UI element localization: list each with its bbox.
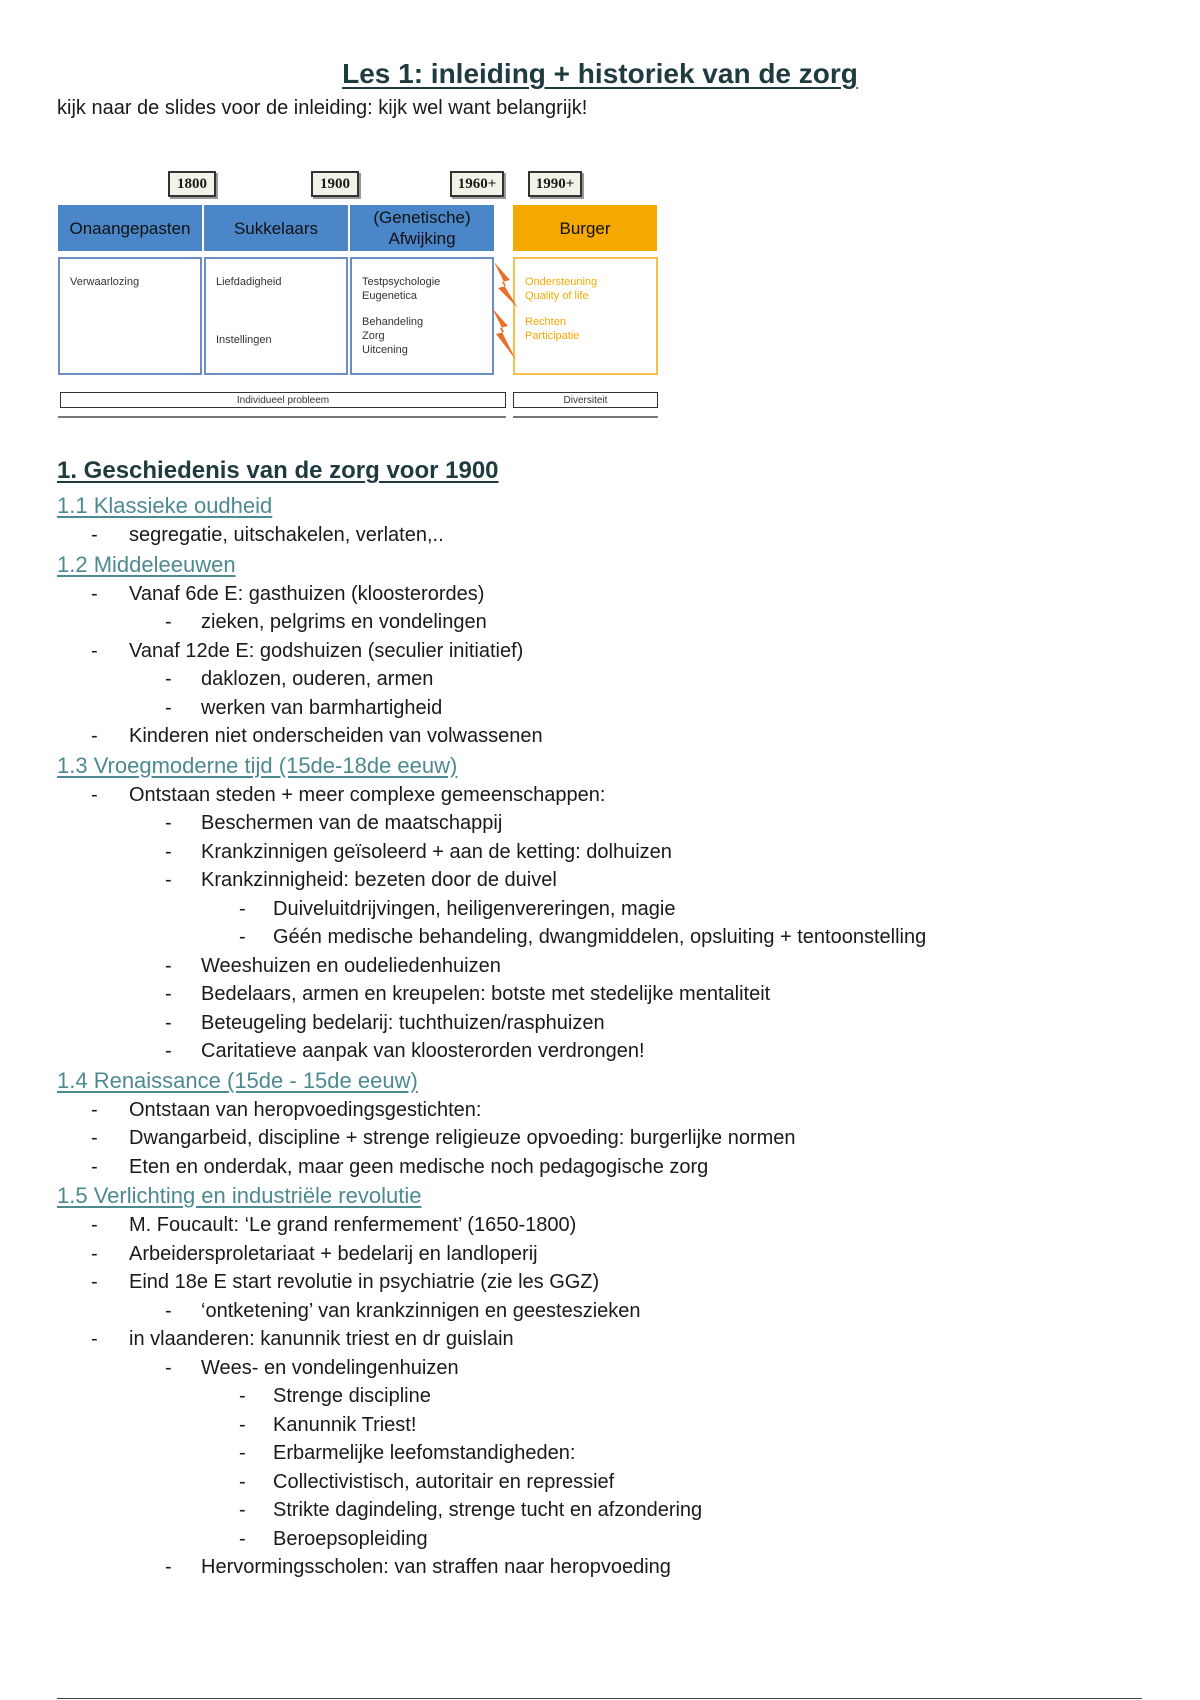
box-text: Testpsychologie [362, 276, 441, 288]
box-text: Participatie [525, 330, 580, 342]
list-item: - Dwangarbeid, discipline + strenge religieuze opvoeding: burgerlijke normen [57, 1124, 1157, 1153]
list-item: - segregatie, uitschakelen, verlaten,.. [57, 521, 1157, 550]
box-text: Behandeling [362, 316, 424, 328]
box-text: Quality of life [525, 290, 589, 302]
list-item: - Krankzinnigen geïsoleerd + aan de ketting: dolhuizen [57, 838, 1157, 867]
year-label: 1960+ [450, 171, 504, 197]
list-item: - in vlaanderen: kanunnik triest en dr guislain [57, 1325, 1157, 1354]
list-item: - Strenge discipline [57, 1382, 1157, 1411]
era-box [513, 257, 658, 375]
list-item: - Duiveluitdrijvingen, heiligenvereringen, magie [57, 895, 1157, 924]
subsection-heading: 1.2 Middeleeuwen [57, 551, 236, 577]
list-item: - Ontstaan van heropvoedingsgestichten: [57, 1096, 1157, 1125]
era-box [350, 257, 494, 375]
divider [513, 416, 658, 418]
list-item: - zieken, pelgrims en vondelingen [57, 608, 1157, 637]
list-item: - Vanaf 6de E: gasthuizen (kloosterordes) [57, 580, 1157, 609]
list-item: - Krankzinnigheid: bezeten door de duivel [57, 866, 1157, 895]
list-item: - Collectivistisch, autoritair en repressief [57, 1468, 1157, 1497]
year-label: 1800 [168, 171, 216, 197]
list-item: - Caritatieve aanpak van kloosterorden verdrongen! [57, 1037, 1157, 1066]
list-item: - Beschermen van de maatschappij [57, 809, 1157, 838]
divider [58, 416, 506, 418]
list-item: - Arbeidersproletariaat + bedelarij en landloperij [57, 1240, 1157, 1269]
box-text: Eugenetica [362, 290, 418, 302]
subsection-heading: 1.1 Klassieke oudheid [57, 493, 273, 518]
subsection-heading: 1.5 Verlichting en industriële revolutie [57, 1183, 422, 1208]
list-item: - Vanaf 12de E: godshuizen (seculier initiatief) [57, 637, 1157, 666]
list-item: - Strikte dagindeling, strenge tucht en afzondering [57, 1496, 1157, 1525]
box-text: Verwaarlozing [70, 276, 140, 288]
diversity-bar: Diversiteit [513, 392, 658, 408]
timeline-diagram [58, 165, 658, 425]
list-item: - Kinderen niet onderscheiden van volwassenen [57, 722, 1157, 751]
section-heading: 1. Geschiedenis van de zorg voor 1900 [57, 457, 499, 484]
box-text: Uitcening [362, 344, 408, 356]
year-label: 1900 [311, 171, 359, 197]
year-label: 1990+ [528, 171, 582, 197]
problem-bar: Individueel probleem [60, 392, 506, 408]
era-box [204, 257, 348, 375]
list-item: - Weeshuizen en oudeliedenhuizen [57, 952, 1157, 981]
list-item: - Beroepsopleiding [57, 1525, 1157, 1554]
subsection-heading: 1.3 Vroegmoderne tijd (15de-18de eeuw) [57, 752, 458, 778]
era-header: Sukkelaars [204, 205, 348, 251]
box-text: Rechten [525, 316, 566, 328]
list-item: - Beteugeling bedelarij: tuchthuizen/rasphuizen [57, 1009, 1157, 1038]
era-box [58, 257, 202, 375]
page-title: Les 1: inleiding + historiek van de zorg [342, 58, 858, 89]
list-item: - Hervormingsscholen: van straffen naar heropvoeding [57, 1553, 1157, 1582]
list-item: - Wees- en vondelingenhuizen [57, 1354, 1157, 1383]
list-item: - Géén medische behandeling, dwangmiddelen, opsluiting + tentoonstelling [57, 923, 1157, 952]
list-item: - Eten en onderdak, maar geen medische noch pedagogische zorg [57, 1153, 1157, 1182]
list-item: - werken van barmhartigheid [57, 694, 1157, 723]
list-item: - Kanunnik Triest! [57, 1411, 1157, 1440]
box-text: Instellingen [216, 334, 272, 346]
era-header: Onaangepasten [58, 205, 202, 251]
intro-text: kijk naar de slides voor de inleiding: kijk wel want belangrijk! [57, 97, 588, 119]
list-item: - M. Foucault: ‘Le grand renfermement’ (1650-1800) [57, 1211, 1157, 1240]
list-item: - Bedelaars, armen en kreupelen: botste met stedelijke mentaliteit [57, 980, 1157, 1009]
list-item: - daklozen, ouderen, armen [57, 665, 1157, 694]
box-text: Zorg [362, 330, 385, 342]
subsection-heading: 1.4 Renaissance (15de - 15de eeuw) [57, 1067, 418, 1093]
list-item: - Erbarmelijke leefomstandigheden: [57, 1439, 1157, 1468]
page-divider [57, 1698, 1142, 1699]
box-text: Liefdadigheid [216, 276, 282, 288]
era-header: (Genetische) Afwijking [350, 205, 494, 251]
list-item: - ‘ontketening’ van krankzinnigen en geesteszieken [57, 1297, 1157, 1326]
list-item: - Ontstaan steden + meer complexe gemeenschappen: [57, 781, 1157, 810]
notes-content [57, 455, 1157, 1582]
era-header: Burger [513, 205, 657, 251]
box-text: Ondersteuning [525, 276, 598, 288]
lightning-bolt-icon [488, 260, 522, 370]
list-item: - Eind 18e E start revolutie in psychiatrie (zie les GGZ) [57, 1268, 1157, 1297]
